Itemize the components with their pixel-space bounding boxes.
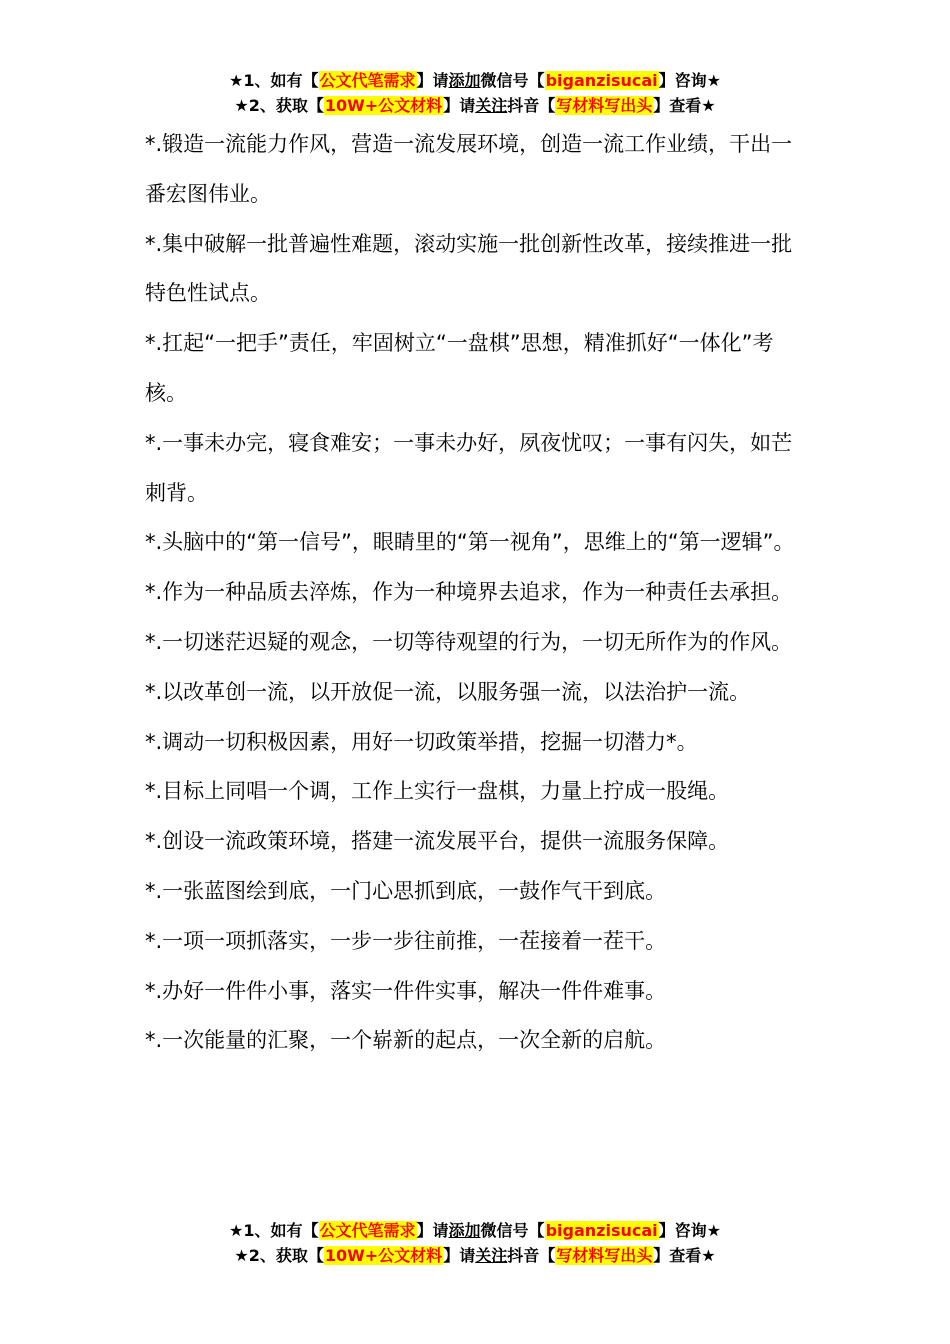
banner-highlight: 10W+公文材料 bbox=[324, 1246, 443, 1265]
paragraph: *.一张蓝图绘到底，一门心思抓到底，一鼓作气干到底。 bbox=[145, 878, 667, 903]
banner-highlight: 写材料写出头 bbox=[556, 96, 653, 115]
paragraph: *.头脑中的“第一信号”，眼睛里的“第一视角”，思维上的“第一逻辑”。 bbox=[145, 530, 795, 555]
paragraph: *.集中破解一批普遍性难题，滚动实施一批创新性改革，接续推进一批特色性试点。 bbox=[145, 231, 793, 306]
banner-text: ★2、获取【 bbox=[234, 1246, 324, 1265]
paragraph: *.扛起“一把手”责任，牢固树立“一盘棋”思想，精准抓好“一体化”考核。 bbox=[145, 331, 774, 405]
banner-text: 微信号【 bbox=[480, 1221, 545, 1240]
banner-underline: 关注 bbox=[475, 1246, 508, 1265]
banner-text: ★2、获取【 bbox=[234, 96, 324, 115]
banner-text: 】请 bbox=[443, 96, 476, 115]
banner-text: ★1、如有【 bbox=[229, 71, 319, 90]
banner-text: 】查看★ bbox=[653, 1246, 716, 1265]
banner-text: 】查看★ bbox=[653, 96, 716, 115]
banner-line-2 bbox=[0, 93, 950, 118]
banner-text: 微信号【 bbox=[480, 71, 545, 90]
paragraph: *.目标上同唱一个调，工作上实行一盘棋，力量上拧成一股绳。 bbox=[145, 779, 730, 804]
paragraph: *.锻造一流能力作风，营造一流发展环境，创造一流工作业绩，干出一番宏图伟业。 bbox=[145, 132, 793, 206]
paragraph: *.以改革创一流，以开放促一流，以服务强一流，以法治护一流。 bbox=[145, 679, 751, 704]
paragraph: *.一次能量的汇聚，一个崭新的起点，一次全新的启航。 bbox=[145, 1028, 667, 1053]
banner-highlight: 公文代笔需求 bbox=[319, 71, 416, 90]
banner-highlight: 公文代笔需求 bbox=[319, 1221, 416, 1240]
banner-underline: 关注 bbox=[475, 96, 508, 115]
document-body bbox=[145, 120, 810, 1066]
banner-highlight: 写材料写出头 bbox=[556, 1246, 653, 1265]
banner-line-1 bbox=[0, 68, 950, 93]
banner-text: ★1、如有【 bbox=[229, 1221, 319, 1240]
paragraph: *.调动一切积极因素，用好一切政策举措，挖掘一切潜力*。 bbox=[145, 729, 698, 754]
banner-line-1 bbox=[0, 1218, 950, 1243]
banner-text: 】请 bbox=[443, 1246, 476, 1265]
banner-text: 抖音【 bbox=[507, 1246, 556, 1265]
banner-text: 】请 bbox=[416, 71, 449, 90]
banner-underline: 添加 bbox=[448, 1221, 481, 1240]
paragraph: *.作为一种品质去淬炼，作为一种境界去追求，作为一种责任去承担。 bbox=[145, 580, 793, 605]
paragraph: *.创设一流政策环境，搭建一流发展平台，提供一流服务保障。 bbox=[145, 829, 730, 854]
banner-line-2 bbox=[0, 1243, 950, 1268]
banner-highlight: biganzisucai bbox=[545, 71, 658, 90]
banner-text: 】咨询★ bbox=[658, 1221, 721, 1240]
banner-underline: 添加 bbox=[448, 71, 481, 90]
banner-text: 】咨询★ bbox=[658, 71, 721, 90]
footer-banner bbox=[0, 1218, 950, 1268]
paragraph: *.一切迷茫迟疑的观念，一切等待观望的行为，一切无所作为的作风。 bbox=[145, 629, 793, 654]
header-banner bbox=[0, 68, 950, 118]
paragraph: *.一事未办完，寝食难安；一事未办好，夙夜忧叹；一事有闪失，如芒刺背。 bbox=[145, 430, 793, 505]
paragraph: *.办好一件件小事，落实一件件实事，解决一件件难事。 bbox=[145, 978, 667, 1003]
banner-text: 】请 bbox=[416, 1221, 449, 1240]
banner-highlight: biganzisucai bbox=[545, 1221, 658, 1240]
banner-text: 抖音【 bbox=[507, 96, 556, 115]
banner-highlight: 10W+公文材料 bbox=[324, 96, 443, 115]
paragraph: *.一项一项抓落实，一步一步往前推，一茬接着一茬干。 bbox=[145, 928, 667, 953]
